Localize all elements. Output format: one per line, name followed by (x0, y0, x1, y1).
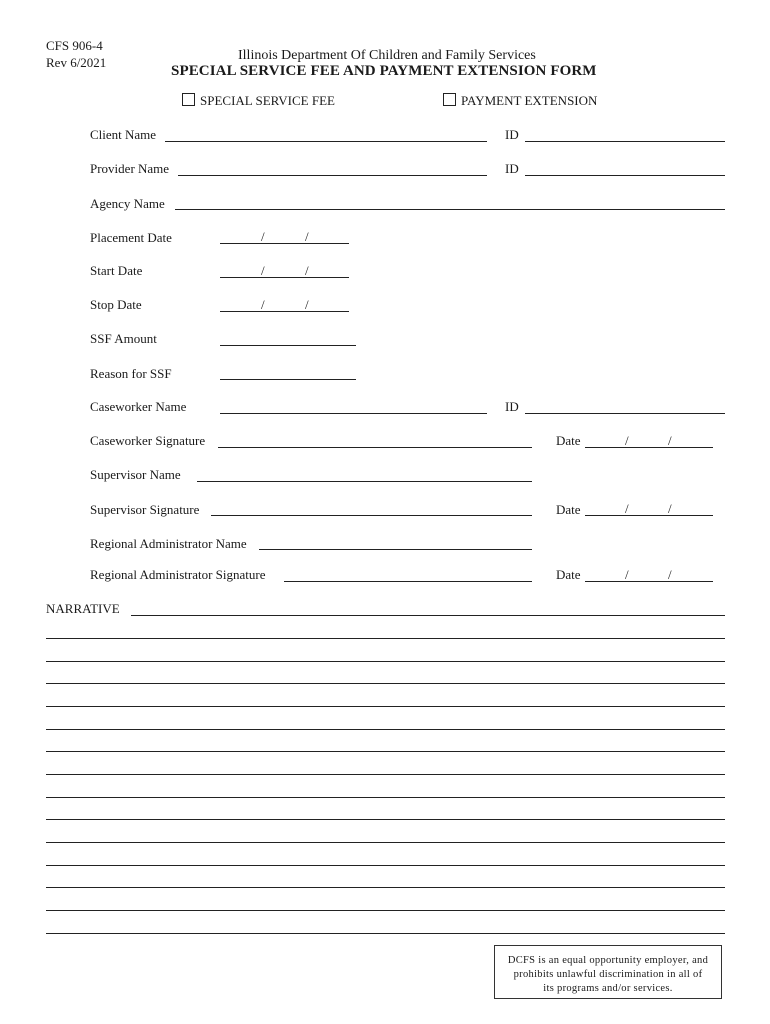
ssf-amount-field[interactable] (220, 345, 356, 346)
form-code: CFS 906-4 (46, 38, 103, 53)
stop-date-field[interactable] (220, 311, 349, 312)
date-slash: / (668, 501, 672, 516)
form-revision: Rev 6/2021 (46, 55, 107, 70)
regional-administrator-date-label: Date (556, 567, 581, 582)
provider-id-label: ID (505, 161, 519, 176)
regional-administrator-name-label: Regional Administrator Name (90, 536, 247, 551)
payment-extension-checkbox[interactable] (443, 93, 456, 106)
special-service-fee-checkbox[interactable] (182, 93, 195, 106)
reason-for-ssf-label: Reason for SSF (90, 366, 172, 381)
narrative-line[interactable] (46, 683, 725, 684)
caseworker-name-field[interactable] (220, 413, 487, 414)
caseworker-date-label: Date (556, 433, 581, 448)
date-slash: / (261, 229, 265, 244)
supervisor-date-label: Date (556, 502, 581, 517)
caseworker-name-label: Caseworker Name (90, 399, 187, 414)
supervisor-signature-field[interactable] (211, 515, 532, 516)
provider-id-field[interactable] (525, 175, 725, 176)
supervisor-signature-label: Supervisor Signature (90, 502, 200, 517)
caseworker-id-label: ID (505, 399, 519, 414)
placement-date-label: Placement Date (90, 230, 172, 245)
reason-for-ssf-field[interactable] (220, 379, 356, 380)
supervisor-name-label: Supervisor Name (90, 467, 181, 482)
client-name-label: Client Name (90, 127, 157, 142)
notice-line-1: DCFS is an equal opportunity employer, and (507, 955, 709, 966)
agency-name-label: Agency Name (90, 196, 165, 211)
equal-opportunity-notice (494, 945, 722, 999)
narrative-line[interactable] (46, 865, 725, 866)
regional-administrator-name-field[interactable] (259, 549, 532, 550)
narrative-line[interactable] (46, 842, 725, 843)
start-date-field[interactable] (220, 277, 349, 278)
narrative-line[interactable] (46, 729, 725, 730)
narrative-line[interactable] (46, 661, 725, 662)
payment-extension-label: PAYMENT EXTENSION (461, 93, 598, 108)
narrative-line[interactable] (46, 706, 725, 707)
stop-date-label: Stop Date (90, 297, 142, 312)
date-slash: / (305, 297, 309, 312)
client-name-field[interactable] (165, 141, 487, 142)
narrative-line[interactable] (46, 819, 725, 820)
caseworker-signature-field[interactable] (218, 447, 532, 448)
date-slash: / (668, 567, 672, 582)
date-slash: / (625, 501, 629, 516)
narrative-line[interactable] (46, 797, 725, 798)
supervisor-name-field[interactable] (197, 481, 532, 482)
narrative-line[interactable] (131, 615, 725, 616)
regional-administrator-date-field[interactable] (585, 581, 713, 582)
date-slash: / (261, 263, 265, 278)
provider-name-label: Provider Name (90, 161, 170, 176)
narrative-line[interactable] (46, 910, 725, 911)
agency-header: Illinois Department Of Children and Family Services (238, 48, 536, 63)
agency-name-field[interactable] (175, 209, 725, 210)
regional-administrator-signature-field[interactable] (284, 581, 532, 582)
provider-name-field[interactable] (178, 175, 487, 176)
ssf-amount-label: SSF Amount (90, 331, 157, 346)
regional-administrator-signature-label: Regional Administrator Signature (90, 567, 266, 582)
date-slash: / (305, 229, 309, 244)
client-id-field[interactable] (525, 141, 725, 142)
narrative-line[interactable] (46, 638, 725, 639)
date-slash: / (625, 567, 629, 582)
narrative-line[interactable] (46, 751, 725, 752)
start-date-label: Start Date (90, 263, 143, 278)
date-slash: / (261, 297, 265, 312)
narrative-line[interactable] (46, 887, 725, 888)
narrative-line[interactable] (46, 774, 725, 775)
special-service-fee-label: SPECIAL SERVICE FEE (200, 93, 335, 108)
caseworker-signature-label: Caseworker Signature (90, 433, 206, 448)
supervisor-date-field[interactable] (585, 515, 713, 516)
placement-date-field[interactable] (220, 243, 349, 244)
client-id-label: ID (505, 127, 519, 142)
caseworker-date-field[interactable] (585, 447, 713, 448)
form-title: SPECIAL SERVICE FEE AND PAYMENT EXTENSION FORM (171, 63, 597, 79)
notice-line-2: prohibits unlawful discrimination in all of (513, 969, 703, 980)
narrative-line[interactable] (46, 933, 725, 934)
date-slash: / (625, 433, 629, 448)
narrative-label: NARRATIVE (46, 601, 120, 616)
notice-line-3: its programs and/or services. (543, 983, 673, 994)
date-slash: / (668, 433, 672, 448)
date-slash: / (305, 263, 309, 278)
caseworker-id-field[interactable] (525, 413, 725, 414)
